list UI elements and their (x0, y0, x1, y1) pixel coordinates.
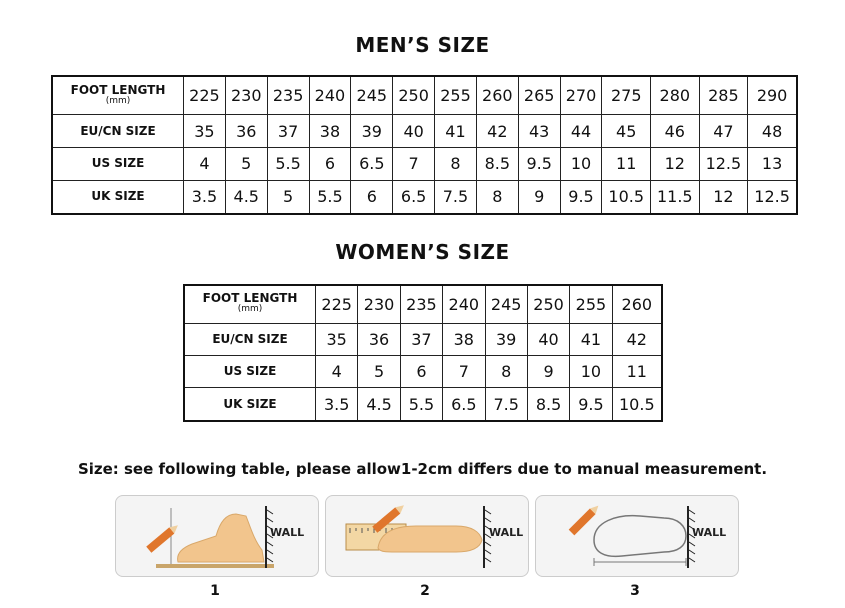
size-cell: 37 (400, 323, 442, 355)
size-cell: 255 (570, 285, 612, 323)
row-header-uk: UK SIZE (184, 388, 316, 421)
table-row-us (52, 147, 797, 180)
size-cell: 6.5 (393, 180, 435, 214)
size-cell: 230 (225, 76, 267, 115)
table-row-eu (52, 115, 797, 148)
size-cell: 38 (309, 115, 351, 148)
wall-label: WALL (270, 526, 305, 539)
size-cell: 9 (518, 180, 560, 214)
size-cell: 255 (435, 76, 477, 115)
size-cell: 225 (316, 285, 358, 323)
size-cell: 230 (358, 285, 400, 323)
size-cell: 6.5 (443, 388, 485, 421)
size-cell: 4 (184, 147, 226, 180)
size-cell: 35 (316, 323, 358, 355)
size-cell: 4 (316, 355, 358, 387)
size-cell: 36 (225, 115, 267, 148)
size-cell: 235 (400, 285, 442, 323)
size-cell: 5.5 (309, 180, 351, 214)
row-header-us: US SIZE (52, 147, 184, 180)
size-cell: 11 (612, 355, 662, 387)
table-row-foot-length (184, 285, 662, 323)
wall-label: WALL (489, 526, 524, 539)
table-row-us (184, 355, 662, 387)
size-cell: 8 (435, 147, 477, 180)
size-cell: 6.5 (351, 147, 393, 180)
row-header-uk: UK SIZE (52, 180, 184, 214)
measure-illustration-3 (535, 495, 739, 577)
size-cell: 7.5 (435, 180, 477, 214)
size-cell: 10.5 (602, 180, 651, 214)
foot-length-label: FOOT LENGTH (70, 82, 166, 97)
size-cell: 290 (748, 76, 797, 115)
measure-illustration-1 (115, 495, 319, 577)
size-cell: 45 (602, 115, 651, 148)
table-row-eu (184, 323, 662, 355)
size-cell: 285 (699, 76, 748, 115)
size-cell: 43 (518, 115, 560, 148)
size-cell: 44 (560, 115, 602, 148)
size-cell: 12.5 (699, 147, 748, 180)
size-cell: 4.5 (358, 388, 400, 421)
size-cell: 41 (435, 115, 477, 148)
womens-size-table (183, 284, 663, 422)
size-cell: 260 (476, 76, 518, 115)
size-cell: 10 (560, 147, 602, 180)
size-cell: 41 (570, 323, 612, 355)
size-cell: 42 (476, 115, 518, 148)
size-cell: 245 (485, 285, 527, 323)
size-cell: 240 (309, 76, 351, 115)
step-number-2: 2 (420, 583, 430, 599)
size-cell: 6 (309, 147, 351, 180)
row-header-foot-length (52, 76, 184, 115)
mens-size-title: MEN’S SIZE (355, 33, 490, 57)
mens-size-table (51, 75, 798, 215)
size-cell: 9.5 (570, 388, 612, 421)
size-cell: 5 (225, 147, 267, 180)
foot-length-label: FOOT LENGTH (202, 291, 298, 306)
size-cell: 42 (612, 323, 662, 355)
size-cell: 10.5 (612, 388, 662, 421)
row-header-eu: EU/CN SIZE (52, 115, 184, 148)
size-cell: 39 (485, 323, 527, 355)
size-cell: 48 (748, 115, 797, 148)
size-cell: 9.5 (518, 147, 560, 180)
size-cell: 12.5 (748, 180, 797, 214)
size-cell: 10 (570, 355, 612, 387)
foot-length-unit: (mm) (237, 304, 263, 315)
size-cell: 225 (184, 76, 226, 115)
womens-size-title: WOMEN’S SIZE (335, 240, 510, 264)
step-number-1: 1 (210, 583, 220, 599)
wall-label: WALL (692, 526, 727, 539)
step-number-3: 3 (630, 583, 640, 599)
size-cell: 35 (184, 115, 226, 148)
size-cell: 6 (400, 355, 442, 387)
size-cell: 36 (358, 323, 400, 355)
size-cell: 265 (518, 76, 560, 115)
size-cell: 5 (267, 180, 309, 214)
size-cell: 3.5 (316, 388, 358, 421)
table-row-foot-length (52, 76, 797, 115)
table-row-uk (184, 388, 662, 421)
size-cell: 250 (527, 285, 569, 323)
size-cell: 46 (651, 115, 700, 148)
size-cell: 40 (527, 323, 569, 355)
measurement-note: Size: see following table, please allow1-2cm differs due to manual measurement. (77, 460, 768, 478)
size-cell: 39 (351, 115, 393, 148)
size-cell: 275 (602, 76, 651, 115)
size-cell: 8 (476, 180, 518, 214)
size-cell: 8.5 (476, 147, 518, 180)
size-cell: 240 (443, 285, 485, 323)
measure-illustration-2 (325, 495, 529, 577)
table-row-uk (52, 180, 797, 214)
size-cell: 3.5 (184, 180, 226, 214)
foot-length-unit: (mm) (105, 95, 131, 106)
size-cell: 13 (748, 147, 797, 180)
size-cell: 7 (393, 147, 435, 180)
size-cell: 11 (602, 147, 651, 180)
size-cell: 7.5 (485, 388, 527, 421)
size-cell: 270 (560, 76, 602, 115)
size-cell: 12 (699, 180, 748, 214)
size-cell: 260 (612, 285, 662, 323)
size-cell: 235 (267, 76, 309, 115)
size-cell: 5.5 (267, 147, 309, 180)
size-cell: 8.5 (527, 388, 569, 421)
size-cell: 7 (443, 355, 485, 387)
size-cell: 12 (651, 147, 700, 180)
size-cell: 8 (485, 355, 527, 387)
size-cell: 5 (358, 355, 400, 387)
size-cell: 47 (699, 115, 748, 148)
size-cell: 37 (267, 115, 309, 148)
size-cell: 38 (443, 323, 485, 355)
size-cell: 9.5 (560, 180, 602, 214)
size-cell: 5.5 (400, 388, 442, 421)
size-cell: 9 (527, 355, 569, 387)
size-cell: 280 (651, 76, 700, 115)
row-header-eu: EU/CN SIZE (184, 323, 316, 355)
size-cell: 6 (351, 180, 393, 214)
size-cell: 245 (351, 76, 393, 115)
size-cell: 40 (393, 115, 435, 148)
size-cell: 11.5 (651, 180, 700, 214)
row-header-us: US SIZE (184, 355, 316, 387)
size-cell: 250 (393, 76, 435, 115)
size-cell: 4.5 (225, 180, 267, 214)
row-header-foot-length (184, 285, 316, 323)
